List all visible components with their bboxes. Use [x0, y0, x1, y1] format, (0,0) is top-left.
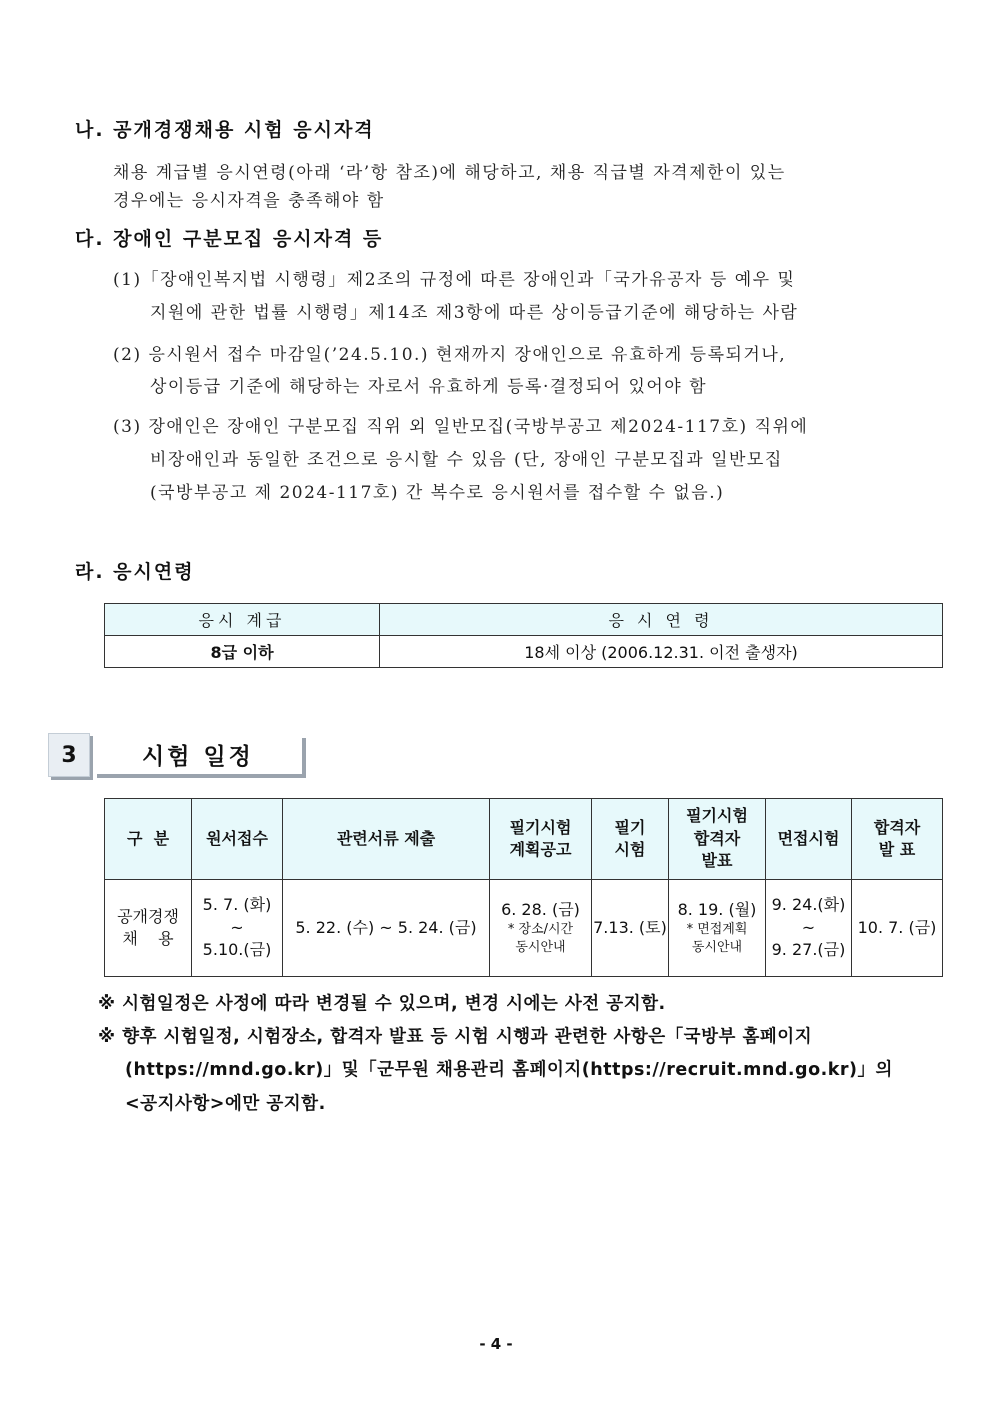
page-number: - 4 - — [479, 1335, 513, 1353]
schedule-documents: 5. 22. (수) ~ 5. 24. (금) — [283, 880, 490, 977]
schedule-plan-notice: 6. 28. (금) — [501, 899, 580, 919]
schedule-header-application: 원서접수 — [192, 799, 283, 880]
section-da-item-3-line-1: (3) 장애인은 장애인 구분모집 직위 외 일반모집(국방부공고 제2024-117호) 직위에 — [113, 417, 809, 437]
schedule-plan-note: * 장소/시간 동시안내 — [507, 922, 574, 956]
schedule-header-written-result: 필기시험 합격자 발표 — [669, 799, 766, 880]
section-na-line-2: 경우에는 응시자격을 충족해야 함 — [113, 191, 385, 211]
section-da-item-1-line-2: 지원에 관한 법률 시행령」제14조 제3항에 따른 상이등급기준에 해당하는 사람 — [150, 303, 799, 323]
note-2-line-2: (https://mnd.go.kr)」및「군무원 채용관리 홈페이지(https://recruit.mnd.go.kr)」의 — [125, 1060, 893, 1080]
section-3-number: 3 — [48, 733, 90, 777]
section-3-title: 시험 일정 — [142, 744, 254, 770]
section-na-title: 나. 공개경쟁채용 시험 응시자격 — [75, 119, 375, 141]
section-ra-title: 라. 응시연령 — [75, 561, 195, 583]
age-table-age: 18세 이상 (2006.12.31. 이전 출생자) — [380, 636, 943, 668]
schedule-plan-notice-cell — [490, 880, 592, 977]
schedule-header-written-exam: 필기 시험 — [592, 799, 669, 880]
age-table-header-age: 응 시 연 령 — [380, 604, 943, 636]
schedule-interview: 9. 24.(화) ~ 9. 27.(금) — [766, 880, 852, 977]
schedule-written-result-note: * 면접계획 동시안내 — [686, 922, 748, 956]
schedule-header-documents: 관련서류 제출 — [283, 799, 490, 880]
section-da-item-2-line-1: (2) 응시원서 접수 마감일(’24.5.10.) 현재까지 장애인으로 유효하게 등록되거나, — [113, 345, 787, 365]
section-na-line-1: 채용 계급별 응시연령(아래 ‘라’항 참조)에 해당하고, 채용 직급별 자격제한이 있는 — [113, 163, 786, 183]
schedule-written-result: 8. 19. (월) — [677, 899, 757, 919]
age-table-header-grade: 응시 계급 — [105, 604, 380, 636]
note-1: ※ 시험일정은 사정에 따라 변경될 수 있으며, 변경 시에는 사전 공지함. — [98, 994, 666, 1014]
note-2-line-1: ※ 향후 시험일정, 시험장소, 합격자 발표 등 시험 시행과 관련한 사항은「국방부 홈페이지 — [98, 1027, 813, 1047]
section-da-item-3-line-2: 비장애인과 동일한 조건으로 응시할 수 있음 (단, 장애인 구분모집과 일반모집 — [150, 450, 783, 470]
schedule-header-plan-notice: 필기시험 계획공고 — [490, 799, 592, 880]
schedule-header-final: 합격자 발 표 — [852, 799, 943, 880]
schedule-category: 공개경쟁 채 용 — [105, 880, 192, 977]
section-da-item-2-line-2: 상이등급 기준에 해당하는 자로서 유효하게 등록·결정되어 있어야 함 — [150, 377, 708, 397]
note-2-line-3: <공지사항>에만 공지함. — [125, 1094, 326, 1114]
schedule-written-exam: 7.13. (토) — [592, 880, 669, 977]
section-da-item-3-line-3: (국방부공고 제 2024-117호) 간 복수로 응시원서를 접수할 수 없음.) — [150, 483, 725, 503]
section-da-item-1-line-1: (1)「장애인복지법 시행령」제2조의 규정에 따른 장애인과「국가유공자 등 예우 및 — [113, 270, 796, 290]
schedule-application: 5. 7. (화) ~ 5.10.(금) — [192, 880, 283, 977]
section-da-title: 다. 장애인 구분모집 응시자격 등 — [75, 228, 384, 250]
schedule-final: 10. 7. (금) — [852, 880, 943, 977]
age-table-grade: 8급 이하 — [105, 636, 380, 668]
schedule-header-category: 구 분 — [105, 799, 192, 880]
schedule-written-result-cell — [669, 880, 766, 977]
age-table — [104, 603, 943, 668]
schedule-header-interview: 면접시험 — [766, 799, 852, 880]
schedule-table — [104, 798, 943, 977]
